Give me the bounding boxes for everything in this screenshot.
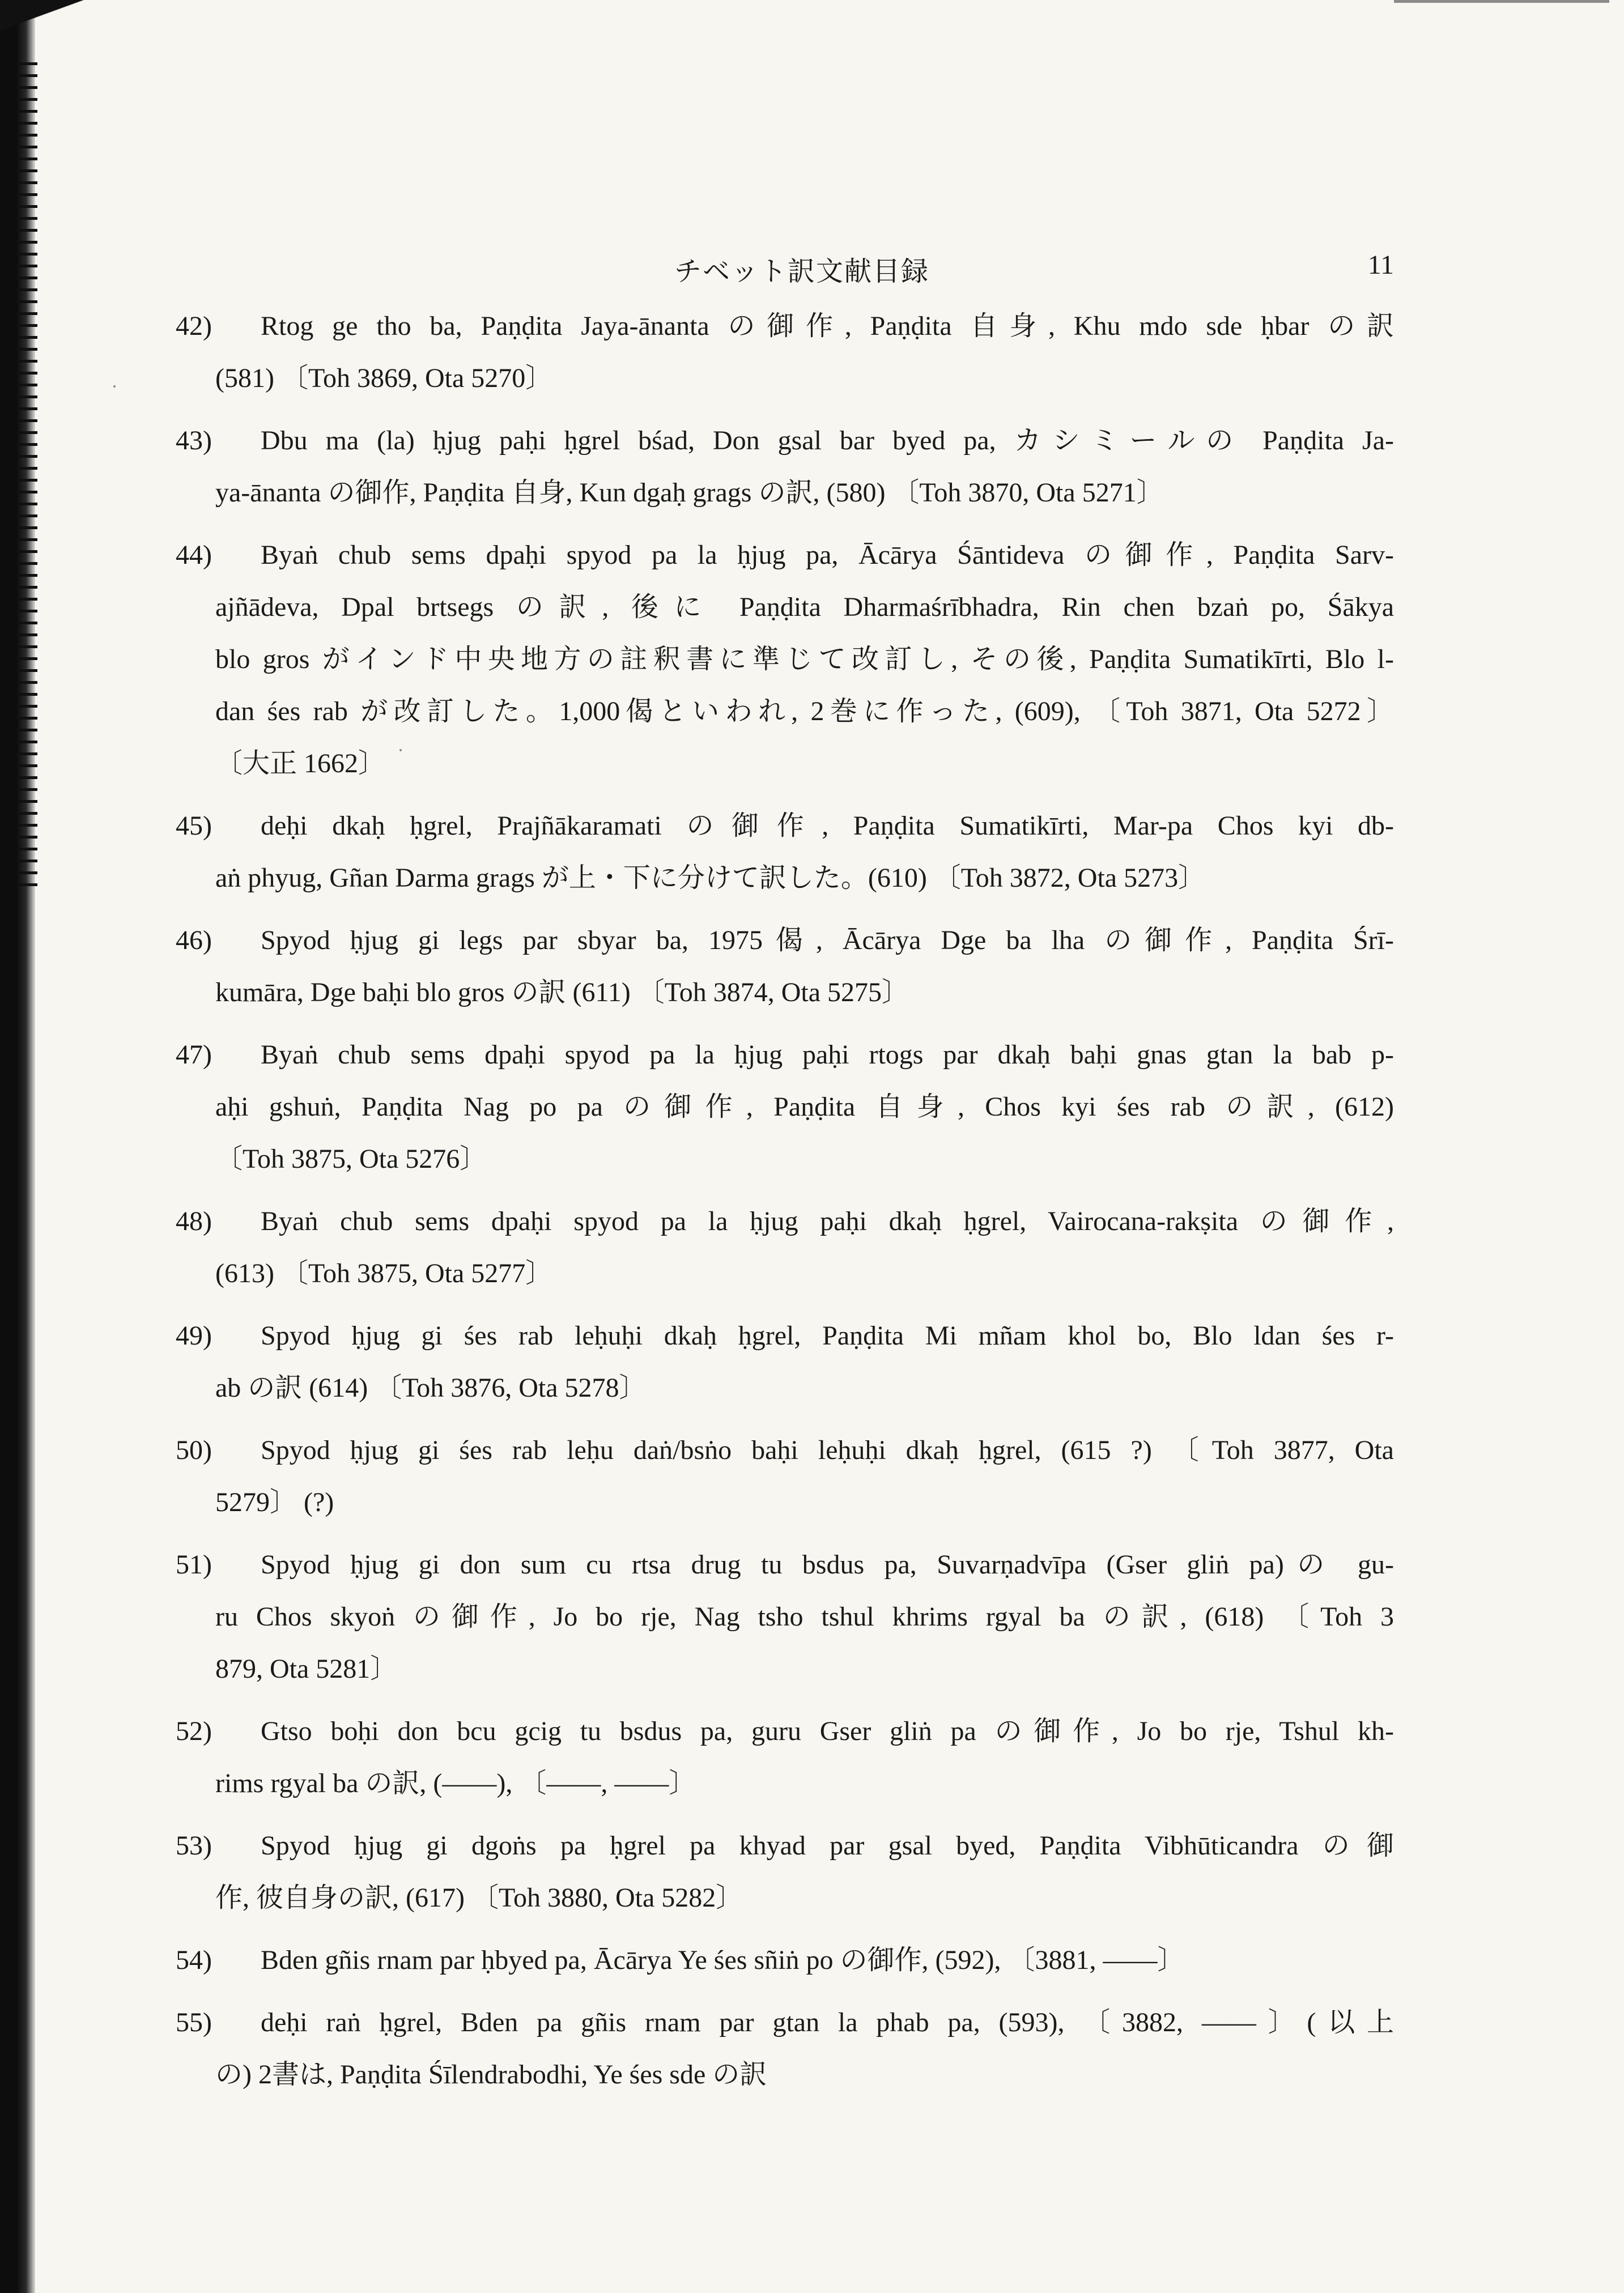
entry-line (176, 1424, 1394, 1477)
entry-line (176, 467, 1394, 519)
binding-tick (17, 158, 37, 160)
binding-tick (17, 74, 37, 77)
running-title: チベット訳文献目録 (674, 257, 930, 287)
entry-text: Spyod ḥjug gi don sum cu rtsa drug tu bsdus pa, Suvarṇadvīpa (Gser gliṅ pa)の gu- (261, 1550, 1394, 1580)
binding-tick (17, 610, 37, 612)
bibliography-entry (176, 1705, 1394, 1810)
entry-line (176, 529, 1394, 581)
binding-tick (17, 788, 37, 791)
entry-text: rims rgyal ba の訳, (——), 〔——, ——〕 (215, 1768, 696, 1798)
entry-line (176, 1081, 1394, 1133)
binding-tick (17, 336, 37, 339)
entry-text: (581) 〔Toh 3869, Ota 5270〕 (215, 363, 553, 393)
entry-number: 49) (176, 1321, 212, 1351)
entry-text: の) 2書は, Paṇḍita Śīlendrabodhi, Ye śes sde の訳 (215, 2060, 767, 2090)
entry-text: blo gros がインド中央地方の註釈書に準じて改訂し, その後, Paṇḍita Sumatikīrti, Blo l- (215, 644, 1394, 674)
binding-tick (17, 265, 37, 267)
binding-tick (17, 491, 37, 494)
binding-tick (17, 622, 37, 624)
binding-tick (17, 241, 37, 244)
entry-line (176, 581, 1394, 633)
entry-number: 55) (176, 2007, 212, 2037)
binding-tick (17, 657, 37, 660)
entry-text: aṅ phyug, Gñan Darma grags が上・下に分けて訳した。(610) 〔Toh 3872, Ota 5273〕 (215, 863, 1206, 893)
binding-tick (17, 229, 37, 232)
binding-tick (17, 395, 37, 398)
entry-number: 54) (176, 1945, 212, 1975)
binding-tick (17, 98, 37, 101)
entry-line (176, 1934, 1394, 1986)
binding-tick (17, 181, 37, 184)
binding-tick (17, 360, 37, 363)
bibliography-entry (176, 529, 1394, 790)
entry-text: Gtso boḥi don bcu gcig tu bsdus pa, guru Gser gliṅ pa の御作, Jo bo rje, Tshul kh- (261, 1716, 1394, 1746)
entry-line (176, 686, 1394, 738)
entry-text: Spyod ḥjug gi śes rab leḥuḥi dkaḥ ḥgrel, Paṇḍita Mi mñam khol bo, Blo ldan śes r- (261, 1321, 1394, 1351)
binding-tick (17, 645, 37, 648)
entry-line (176, 1872, 1394, 1924)
binding-tick (17, 812, 37, 815)
binding-tick (17, 598, 37, 601)
entry-number: 52) (176, 1716, 212, 1746)
entry-text: ajñādeva, Dpal brtsegs の訳, 後に Paṇḍita Dharmaśrībhadra, Rin chen bzaṅ po, Śākya (215, 592, 1394, 622)
entry-line (176, 1643, 1394, 1695)
binding-tick (17, 253, 37, 256)
entry-text: ya-ānanta の御作, Paṇḍita 自身, Kun dgaḥ grags の訳, (580) 〔Toh 3870, Ota 5271〕 (215, 478, 1164, 508)
binding-tick (17, 669, 37, 672)
binding-tick (17, 467, 37, 470)
binding-tick (17, 276, 37, 279)
bibliography-entry (176, 1196, 1394, 1300)
binding-tick (17, 86, 37, 89)
bibliography-entry (176, 1539, 1394, 1695)
bibliography-entry (176, 1820, 1394, 1924)
binding-tick (17, 836, 37, 839)
binding-tick (17, 776, 37, 779)
entry-text: 5279〕 (?) (215, 1487, 334, 1517)
entry-line (176, 1248, 1394, 1300)
entry-number: 42) (176, 311, 212, 341)
entry-line (176, 1758, 1394, 1810)
binding-edge (0, 0, 35, 2293)
binding-tick (17, 122, 37, 125)
binding-tick (17, 741, 37, 743)
binding-tick (17, 300, 37, 303)
binding-tick (17, 526, 37, 529)
binding-tick (17, 479, 37, 482)
entry-text: 〔Toh 3875, Ota 5276〕 (215, 1144, 487, 1174)
entry-text: Dbu ma (la) ḥjug paḥi ḥgrel bśad, Don gsal bar byed pa, カシミールの Paṇḍita Ja- (261, 426, 1394, 456)
binding-tick (17, 705, 37, 708)
top-edge-rule (1394, 0, 1609, 3)
entry-line (176, 1591, 1394, 1643)
binding-tick (17, 633, 37, 636)
entry-number: 44) (176, 540, 212, 570)
entry-line (176, 914, 1394, 967)
binding-notch (0, 0, 113, 34)
entry-text: deḥi dkaḥ ḥgrel, Prajñākaramati の御作, Paṇḍita Sumatikīrti, Mar-pa Chos kyi db- (261, 811, 1394, 841)
binding-tick (17, 407, 37, 410)
entry-text: 〔大正 1662〕 (215, 748, 386, 778)
bibliography-entry (176, 1424, 1394, 1529)
entry-number: 46) (176, 925, 212, 955)
entry-line (176, 852, 1394, 904)
entry-number: 53) (176, 1831, 212, 1861)
entry-line (176, 1133, 1394, 1185)
binding-tick (17, 538, 37, 541)
binding-tick (17, 729, 37, 731)
entry-text: Byaṅ chub sems dpaḥi spyod pa la ḥjug paḥi dkaḥ ḥgrel, Vairocana-rakṣita の御作, (261, 1206, 1394, 1236)
entry-text: Spyod ḥjug gi legs par sbyar ba, 1975偈, Ācārya Dge ba lha の御作, Paṇḍita Śrī- (261, 925, 1394, 955)
entry-line (176, 1997, 1394, 2049)
entry-text: dan śes rab が改訂した。1,000偈といわれ, 2巻に作った, (609), 〔Toh 3871, Ota 5272〕 (215, 696, 1394, 726)
binding-tick (17, 514, 37, 517)
binding-tick (17, 562, 37, 565)
entry-number: 50) (176, 1435, 212, 1465)
entry-line (176, 1362, 1394, 1414)
binding-tick (17, 205, 37, 208)
entry-line (176, 2049, 1394, 2101)
entry-number: 48) (176, 1206, 212, 1236)
binding-tick (17, 324, 37, 327)
bibliography-entry (176, 1997, 1394, 2101)
margin-speck (113, 385, 116, 388)
entry-line (176, 738, 1394, 790)
entry-text: Byaṅ chub sems dpaḥi spyod pa la ḥjug paḥi rtogs par dkaḥ baḥi gnas gtan la bab p- (261, 1040, 1394, 1070)
entry-text: Bden gñis rnam par ḥbyed pa, Ācārya Ye śes sñiṅ po の御作, (592), 〔3881, ——〕 (261, 1945, 1185, 1975)
entry-number: 51) (176, 1550, 212, 1580)
binding-tick (17, 824, 37, 827)
binding-tick (17, 193, 37, 196)
entry-line (176, 800, 1394, 852)
binding-tick (17, 110, 37, 113)
bibliography-entry (176, 914, 1394, 1019)
entry-line (176, 1029, 1394, 1081)
entry-text: ab の訳 (614) 〔Toh 3876, Ota 5278〕 (215, 1373, 647, 1403)
entry-line (176, 415, 1394, 467)
entry-text: 作, 彼自身の訳, (617) 〔Toh 3880, Ota 5282〕 (215, 1883, 743, 1913)
bibliography-entry (176, 1934, 1394, 1986)
binding-tick (17, 217, 37, 220)
entry-text: Byaṅ chub sems dpaḥi spyod pa la ḥjug pa, Ācārya Śāntideva の御作, Paṇḍita Sarv- (261, 540, 1394, 570)
entry-line (176, 1539, 1394, 1591)
entry-text: Spyod ḥjug gi dgoṅs pa ḥgrel pa khyad par gsal byed, Paṇḍita Vibhūticandra の御 (261, 1831, 1394, 1861)
binding-tick (17, 503, 37, 505)
entry-text: ru Chos skyoṅ の御作, Jo bo rje, Nag tsho tshul khrims rgyal ba の訳, (618) 〔Toh 3 (215, 1602, 1394, 1632)
entry-line (176, 1310, 1394, 1362)
binding-tick (17, 134, 37, 137)
binding-tick (17, 312, 37, 315)
binding-tick (17, 586, 37, 589)
binding-tick (17, 550, 37, 553)
entry-text: Rtog ge tho ba, Paṇḍita Jaya-ānanta の御作, Paṇḍita 自身, Khu mdo sde ḥbar の訳 (261, 311, 1394, 341)
binding-tick (17, 384, 37, 386)
entry-number: 47) (176, 1040, 212, 1070)
binding-tick (17, 681, 37, 684)
binding-tick (17, 62, 37, 65)
binding-tick (17, 288, 37, 291)
entry-text: aḥi gshuṅ, Paṇḍita Nag po pa の御作, Paṇḍita 自身, Chos kyi śes rab の訳, (612) (215, 1092, 1394, 1122)
page-header (176, 249, 1394, 287)
entry-line (176, 352, 1394, 405)
binding-tick (17, 146, 37, 148)
binding-tick (17, 693, 37, 696)
entry-line (176, 633, 1394, 686)
binding-tick (17, 764, 37, 767)
binding-tick (17, 169, 37, 172)
entry-text: (613) 〔Toh 3875, Ota 5277〕 (215, 1258, 553, 1288)
entry-line (176, 967, 1394, 1019)
binding-tick (17, 431, 37, 434)
binding-tick (17, 800, 37, 803)
binding-tick (17, 574, 37, 577)
binding-tick (17, 860, 37, 862)
binding-tick (17, 871, 37, 874)
binding-tick (17, 883, 37, 886)
binding-tick (17, 443, 37, 446)
page-number: 11 (1367, 250, 1394, 280)
entry-text: Spyod ḥjug gi śes rab leḥu daṅ/bsṅo baḥi leḥuḥi dkaḥ ḥgrel, (615 ?) 〔Toh 3877, Ota (261, 1435, 1394, 1465)
binding-tick (17, 419, 37, 422)
bibliography-entry (176, 1029, 1394, 1185)
bibliography-list (176, 300, 1394, 2111)
bibliography-entry (176, 800, 1394, 904)
bibliography-entry (176, 1310, 1394, 1414)
entry-number: 43) (176, 426, 212, 456)
entry-line (176, 1705, 1394, 1758)
entry-line (176, 1477, 1394, 1529)
bibliography-entry (176, 300, 1394, 405)
binding-tick (17, 717, 37, 720)
entry-number: 45) (176, 811, 212, 841)
bibliography-entry (176, 415, 1394, 519)
binding-tick (17, 348, 37, 351)
entry-line (176, 1196, 1394, 1248)
entry-text: kumāra, Dge baḥi blo gros の訳 (611) 〔Toh 3874, Ota 5275〕 (215, 977, 909, 1007)
entry-line (176, 1820, 1394, 1872)
binding-tick (17, 848, 37, 850)
entry-text: 879, Ota 5281〕 (215, 1654, 398, 1684)
binding-tick (17, 752, 37, 755)
binding-tick (17, 372, 37, 375)
entry-line (176, 300, 1394, 352)
entry-text: deḥi raṅ ḥgrel, Bden pa gñis rnam par gtan la phab pa, (593), 〔3882, ——〕(以上 (261, 2007, 1394, 2037)
binding-tick (17, 455, 37, 458)
